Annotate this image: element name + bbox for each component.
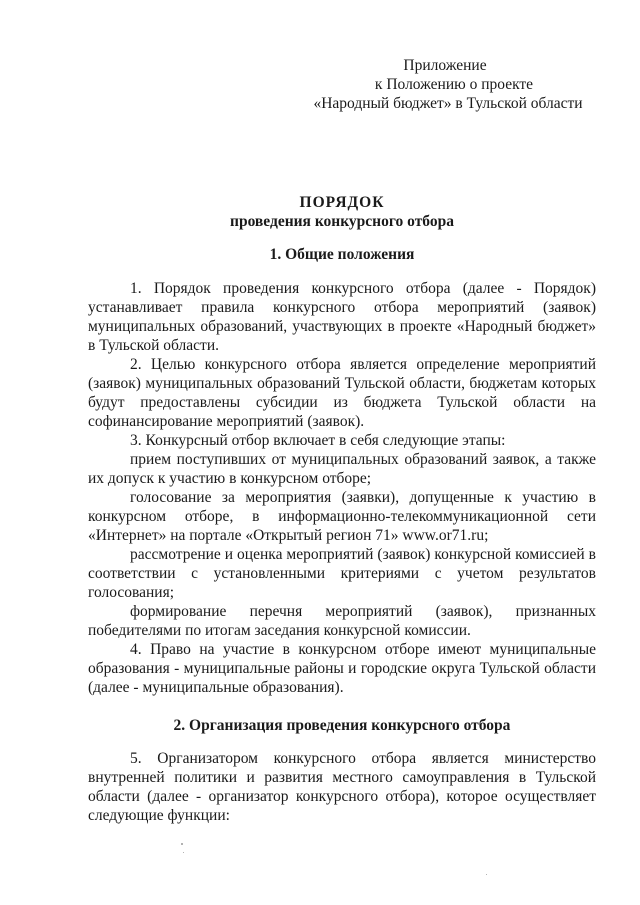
- paragraph-5: 5. Организатором конкурсного отбора является министерство внутренней политики и развития местного самоуправления в Тульской области (далее - организатор конкурсного отбора), которое осуществляет следующие функции:: [88, 750, 596, 824]
- stage-item-1: прием поступивших от муниципальных образований заявок, а также их допуск к участию в конкурсном отборе;: [88, 451, 596, 487]
- section-2-heading: 2. Организация проведения конкурсного отбора: [173, 717, 511, 734]
- paragraph-2: 2. Целью конкурсного отбора является определение мероприятий (заявок) муниципальных образований Тульской области, бюджетам которых будут предоставлены субсидии из бюджета Тульской области на софинансирование мероприятий (заявок).: [88, 356, 596, 430]
- title-main: ПОРЯДОК: [299, 194, 385, 211]
- scan-speck: [183, 852, 184, 853]
- paragraph-3: 3. Конкурсный отбор включает в себя следующие этапы:: [130, 432, 506, 449]
- scan-speck: [486, 874, 487, 875]
- paragraph-4: 4. Право на участие в конкурсном отборе имеют муниципальные образования - муниципальные районы и городские округа Тульской области (далее - муниципальные образования).: [88, 641, 596, 696]
- section-2-body: [88, 749, 596, 825]
- appendix-line-2: к Положению о проекте: [374, 76, 534, 93]
- stage-item-3: рассмотрение и оценка мероприятий (заявок) конкурсной комиссией в соответствии с установленными критериями с учетом результатов голосования;: [88, 546, 596, 601]
- scan-speck: [181, 843, 183, 845]
- appendix-line-1: Приложение: [403, 57, 487, 74]
- appendix-header: [300, 56, 590, 113]
- section-1-heading: 1. Общие положения: [269, 246, 415, 263]
- section-1-body: [88, 279, 596, 697]
- stage-item-2: голосование за мероприятия (заявки), допущенные к участию в конкурсном отборе, в информационно-телекоммуникационной сети «Интернет» на портале «Открытый регион 71» www.or71.ru;: [88, 489, 596, 544]
- title-sub: проведения конкурсного отбора: [230, 213, 454, 230]
- document-title: [88, 193, 596, 231]
- paragraph-1: 1. Порядок проведения конкурсного отбора (далее - Порядок) устанавливает правила конкурсного отбора мероприятий (заявок) муниципальных образований, участвующих в проекте «Народный бюджет» в Тульской области.: [88, 280, 596, 354]
- appendix-line-3: «Народный бюджет» в Тульской области: [313, 95, 583, 112]
- stage-item-4: формирование перечня мероприятий (заявок), признанных победителями по итогам заседания конкурсной комиссии.: [88, 603, 596, 639]
